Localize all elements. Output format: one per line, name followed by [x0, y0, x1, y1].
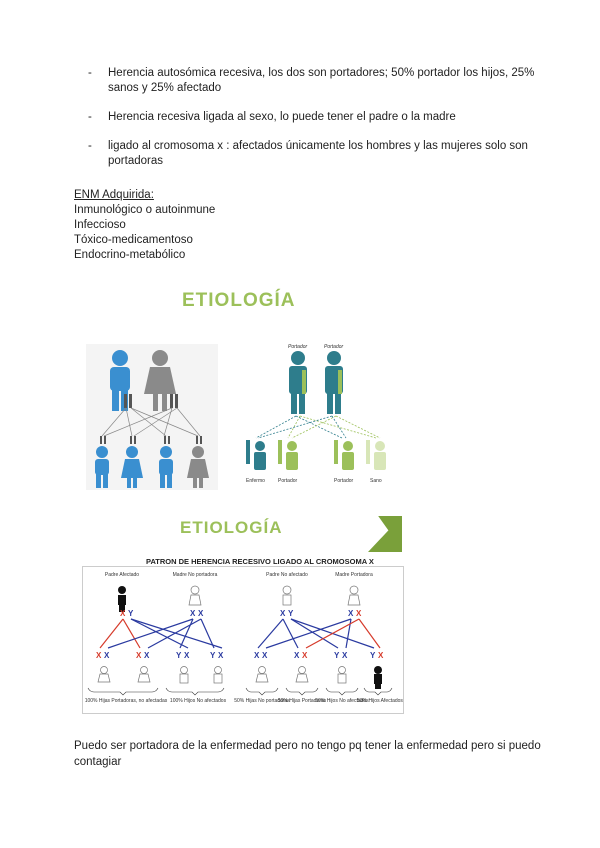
- svg-text:X: X: [218, 651, 224, 660]
- svg-text:X: X: [280, 609, 286, 618]
- list-item-text: Herencia recesiva ligada al sexo, lo puede tener el padre o la madre: [108, 111, 456, 123]
- child-figure: [366, 440, 386, 470]
- parent-label: Portador: [288, 344, 308, 350]
- child-label: Portador: [334, 478, 354, 484]
- bullet-marker: -: [88, 67, 92, 79]
- svg-text:Y: Y: [370, 651, 376, 660]
- list-item-text: Herencia autosómica recesiva, los dos son portadores; 50% portador los hijos, 25% sanos y 25% afectado: [108, 67, 535, 94]
- svg-text:X: X: [136, 651, 142, 660]
- child-figure: [278, 440, 298, 470]
- acquired-item: Inmunológico o autoinmune: [74, 204, 216, 216]
- svg-text:Y: Y: [128, 609, 134, 618]
- autosomal-inheritance-figure: [86, 344, 218, 490]
- child-figure: [246, 440, 266, 470]
- svg-text:X: X: [96, 651, 102, 660]
- svg-text:Y: Y: [176, 651, 182, 660]
- svg-text:X: X: [348, 609, 354, 618]
- svg-text:Y: Y: [210, 651, 216, 660]
- list-item: [88, 66, 548, 96]
- result-label: 50% Hijos No afectados: [315, 698, 369, 704]
- svg-text:X: X: [342, 651, 348, 660]
- decorative-triangle: [368, 516, 402, 552]
- figure-caption: PATRON DE HERENCIA RECESIVO LIGADO AL CROMOSOMA X: [146, 557, 374, 566]
- bullet-marker: -: [88, 140, 92, 152]
- child-label: Portador: [278, 478, 298, 484]
- carrier-inheritance-figure: [238, 342, 396, 488]
- acquired-item: Endocrino-metabólico: [74, 249, 186, 261]
- result-label: 100% Hijas Portadoras, no afectadas: [84, 698, 168, 704]
- list-item: [88, 110, 548, 125]
- acquired-item: Infeccioso: [74, 219, 126, 231]
- acquired-heading: ENM Adquirida:: [74, 189, 154, 201]
- svg-text:X: X: [190, 609, 196, 618]
- etiology-title-2: ETIOLOGÍA: [180, 518, 283, 537]
- mother-label: Madre Portadora: [335, 572, 373, 578]
- svg-text:X: X: [120, 609, 126, 618]
- bullet-marker: -: [88, 111, 92, 123]
- acquired-section: [74, 188, 215, 263]
- result-label: 50% Hijos Afectados: [357, 698, 403, 704]
- svg-text:X: X: [294, 651, 300, 660]
- svg-text:Y: Y: [334, 651, 340, 660]
- result-label: 50% Hijas Portadoras: [277, 698, 327, 704]
- etiology-title: ETIOLOGÍA: [182, 290, 296, 311]
- footer-text: Puedo ser portadora de la enfermedad pero no tengo pq tener la enfermedad pero si puedo contagiar: [74, 740, 541, 768]
- child-figure: [334, 440, 354, 470]
- affected-son-figure: [374, 666, 382, 689]
- svg-text:X: X: [378, 651, 384, 660]
- list-item-text: ligado al cromosoma x : afectados únicamente los hombres y las mujeres solo son portadoras: [108, 140, 528, 167]
- svg-text:X: X: [254, 651, 260, 660]
- svg-text:X: X: [184, 651, 190, 660]
- acquired-item: Tóxico-medicamentoso: [74, 234, 193, 246]
- svg-text:X: X: [356, 609, 362, 618]
- svg-text:X: X: [144, 651, 150, 660]
- result-label: 100% Hijos No afectados: [169, 698, 227, 704]
- list-item: [88, 139, 548, 169]
- svg-text:X: X: [198, 609, 204, 618]
- mother-label: Madre No portadora: [172, 572, 218, 578]
- svg-text:X: X: [302, 651, 308, 660]
- child-label: Enfermo: [246, 478, 265, 484]
- svg-text:Y: Y: [288, 609, 294, 618]
- svg-text:X: X: [104, 651, 110, 660]
- parent-label: Portador: [324, 344, 344, 350]
- child-label: Sano: [370, 478, 382, 484]
- inheritance-list: [88, 66, 548, 183]
- father-label: Padre Afectado: [104, 572, 140, 578]
- father-label: Padre No afectado: [266, 572, 308, 578]
- x-linked-inheritance-figure: [82, 566, 404, 714]
- result-label: 50% Hijas No portadoras: [234, 698, 290, 704]
- svg-text:X: X: [262, 651, 268, 660]
